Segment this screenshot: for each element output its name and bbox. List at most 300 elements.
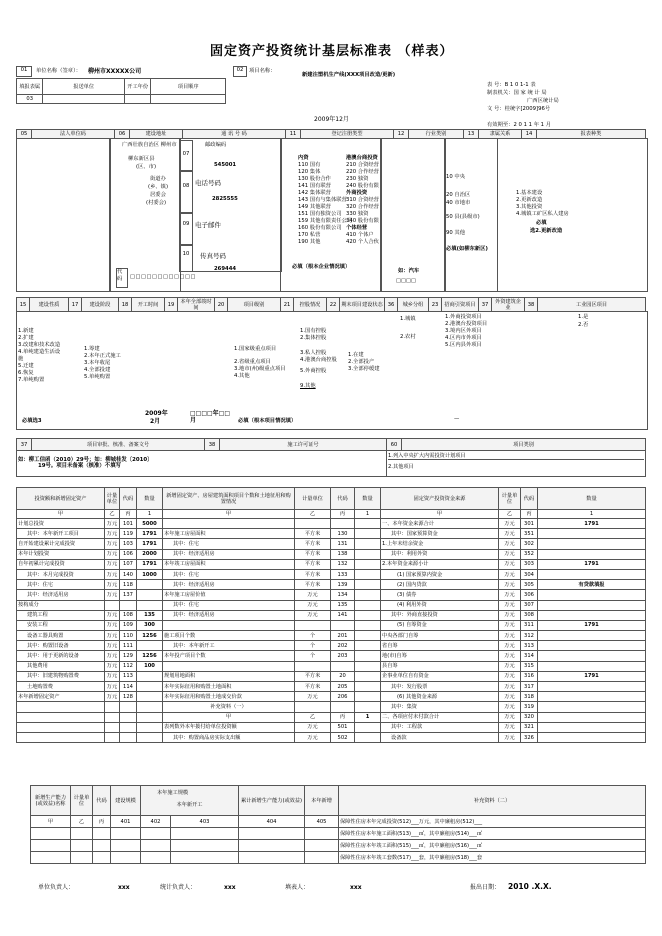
project-name-label: 项目名称： [249,68,276,74]
table-cell: 本年投产项目个数 [163,651,295,661]
code-22: 22 [327,298,340,312]
invest-option[interactable]: 4.区内市外项目 [445,335,482,341]
table-cell[interactable] [355,590,381,600]
supp-line[interactable]: 保障性住房本年完成投资(512)___万元，其中廉租房(512)___ [339,816,646,828]
cap-code-404: 404 [239,816,305,828]
table-cell[interactable]: 1791 [538,519,646,529]
table-cell: 万元 [499,519,521,529]
fill-unit: 报送单位 [43,79,125,95]
table-cell: 本年新增固定资产 [17,692,105,702]
project-level-label: 项目级别 [228,298,281,312]
table-cell [120,600,137,610]
table-cell: (2) 国内贷款 [381,580,499,590]
affil-county[interactable]: 50 县(县级市) [446,214,480,220]
report-type-3[interactable]: 3.其他投资 [516,204,543,210]
reg-item[interactable]: 210 合资经营 [346,162,379,168]
affil-central[interactable]: 10 中央 [446,174,466,180]
reg-item[interactable]: 310 合资经营 [346,197,379,203]
reg-item[interactable]: 143 国有与集体联营 [298,197,347,203]
table-cell[interactable] [355,549,381,559]
table-cell: 133 [331,569,355,579]
report-date-label: 报出日期： [470,884,501,891]
table-cell[interactable]: 1791 [538,559,646,569]
supp-line[interactable]: 保障性住房本年施工面积(513)___㎡，其中廉租房(514)___㎡ [339,828,646,840]
col-header: 计量单位 [295,488,331,510]
table-cell[interactable] [538,539,646,549]
table-cell[interactable]: 5000 [137,519,163,529]
table-row [17,539,646,549]
subhdr-cell: 甲 [17,510,105,519]
col-header: 计量单位 [105,488,120,510]
nature-option[interactable]: 5.迁建 [18,363,34,369]
table-cell[interactable] [355,661,381,671]
table-cell: 平方米 [295,682,331,692]
table-cell[interactable]: 1256 [137,631,163,641]
code-23: 23 [429,298,442,312]
code-20: 20 [215,298,228,312]
stage-option[interactable]: 5.单纯购置 [84,374,111,380]
table-cell: 502 [331,732,355,742]
table-row [17,712,646,722]
cap-header-cumulative: 累计新增生产能力(或效益) [239,786,305,816]
subhdr-cell: 1 [355,510,381,519]
table-cell[interactable] [137,692,163,702]
addr-street[interactable]: 街道办 [150,176,166,182]
col-header: 数量 [137,488,163,510]
addr-village[interactable]: 居委会 [150,192,166,198]
reg-item[interactable]: 220 合作经营 [346,169,379,175]
holding-option[interactable]: 4.港澳台商控股 [300,357,337,363]
supp-line[interactable]: 保障性住房本年竣工套数(517)___套，其中廉租房(518)___套 [339,852,646,864]
unit-name-value[interactable]: 柳州市XXXXX公司 [88,68,142,75]
table-row [17,559,646,569]
table-cell[interactable] [538,651,646,661]
table-cell[interactable] [137,641,163,651]
table-cell[interactable] [355,631,381,641]
table-row [17,671,646,681]
category-option-2[interactable]: 2.其他项目 [388,464,414,470]
table-cell[interactable] [355,732,381,742]
contact-cell [179,138,282,272]
table-cell: 1.上年末结余资金 [381,539,499,549]
supp-line[interactable]: 保障性住房本年竣工面积(515)___㎡，其中廉租房(516)___㎡ [339,840,646,852]
level-note: 必填（根本项目情况填） [238,418,297,424]
zip-label: 邮政编码 [205,142,227,148]
invest-option[interactable]: 1.外商投资项目 [445,314,482,320]
fax-label: 传真号码 [200,252,226,260]
table-cell: 128 [120,692,137,702]
holding-option[interactable]: 1.国有控股 [300,328,327,334]
approval-table [16,438,646,477]
table-cell[interactable] [137,702,163,712]
code-label: 代码 [117,269,123,282]
table-cell[interactable] [538,600,646,610]
reg-item[interactable]: 230 独资 [346,176,369,182]
urban-option-2[interactable]: 2.农村 [400,334,416,340]
start-month[interactable]: 2月 [150,418,161,425]
table-cell[interactable] [355,610,381,620]
code-06: 06 [115,130,130,139]
table-row [17,590,646,600]
table-cell[interactable] [538,732,646,742]
table-cell[interactable]: 1 [355,712,381,722]
table-cell: 139 [331,580,355,590]
level-option[interactable]: 3.地市(州)级重点项目 [234,366,286,372]
table-cell[interactable]: 300 [137,620,163,630]
stage-option[interactable]: 3.本年收尾 [84,360,111,366]
zip-value[interactable]: 545001 [214,162,237,168]
table-cell[interactable] [355,702,381,712]
report-type-1[interactable]: 1.基本建设 [516,190,543,196]
table-cell[interactable] [538,661,646,671]
phone-value[interactable]: 2825555 [212,196,238,202]
cap-header-new: 本年新增 [305,786,339,816]
table-cell[interactable] [137,712,163,722]
table-cell[interactable] [355,539,381,549]
table-cell: 平方米 [295,539,331,549]
field-01-box [16,66,32,77]
level-option[interactable]: 2.省级重点项目 [234,359,271,365]
report-type-2[interactable]: 2.更新改造 [516,197,543,203]
table-cell [331,519,355,529]
reg-item[interactable]: 410 个体户 [346,232,374,238]
table-cell: 万元 [499,549,521,559]
table-cell[interactable]: 1791 [137,539,163,549]
start-year-label: 开工年份 [124,79,150,95]
table-cell[interactable] [538,722,646,732]
stage-option[interactable]: 4.全部投建 [84,367,111,373]
reg-item[interactable]: 330 独资 [346,211,369,217]
table-cell [295,661,331,671]
table-cell: 万元 [499,661,521,671]
table-cell[interactable] [538,702,646,712]
table-cell[interactable] [137,722,163,732]
table-cell[interactable]: 2000 [137,549,163,559]
table-cell: 本年计划投资 [17,549,105,559]
affil-note: 必填(如柳东新区) [446,246,488,252]
affil-region[interactable]: 20 自治区 [446,192,471,198]
table-cell: 352 [521,549,538,559]
table-cell[interactable] [355,682,381,692]
table-cell: 中央各部门自筹 [381,631,499,641]
fax-value[interactable]: 269444 [214,266,237,272]
table-cell: 其中：经济适用房 [163,610,295,620]
code-05: 05 [17,130,32,139]
table-cell: 其中：住宅 [163,539,295,549]
table-cell[interactable] [355,641,381,651]
table-cell: 其中：购置商品房实际支出额 [163,732,295,742]
reg-item[interactable]: 151 国有独资公司 [298,211,342,217]
table-cell: 个 [295,631,331,641]
table-cell: (1) 国家预算内资金 [381,569,499,579]
industry-label: 行业类别 [409,130,464,139]
urban-option-1[interactable]: 1.城镇 [400,316,416,322]
nature-option[interactable]: 6.恢复 [18,370,34,376]
code-boxes[interactable]: □□□□□□□□□□□□ [130,274,197,280]
issuer: 制表机关：国 家 统 计 局 [487,90,547,96]
reg-item[interactable]: 130 股份合作 [298,176,331,182]
table-cell[interactable] [355,651,381,661]
table-cell: 118 [120,580,137,590]
table-cell: 其中：利用外资 [381,549,499,559]
park-option-1[interactable]: 1.是 [578,314,589,320]
table-cell: 自开始建设累计完成投资 [17,539,105,549]
table-cell: 自年初累计完成投资 [17,559,105,569]
report-type-label: 报表种类 [537,130,646,139]
table-cell: 其中：购置旧设备 [17,641,105,651]
table-cell: 111 [120,641,137,651]
col-header: 代码 [521,488,538,510]
subhdr-cell: 乙 [499,510,521,519]
park-option-2[interactable]: 2.否 [578,322,589,328]
table-cell[interactable]: 1791 [137,559,163,569]
table-cell: 302 [521,539,538,549]
table-cell: 万元 [105,651,120,661]
subhdr-cell: 甲 [381,510,499,519]
addr-district[interactable]: 柳东新区县 [128,156,155,162]
industry-value[interactable]: 如：汽车 [398,268,420,274]
table-cell[interactable]: 有贷款填报 [538,580,646,590]
level-option[interactable]: 1.国家级重点项目 [234,346,277,352]
table-cell: 135 [331,600,355,610]
reg-item[interactable]: 240 股份有限 [346,183,379,189]
nature-option[interactable]: 7.单纯购置 [18,377,45,383]
build-nature-list [18,328,62,384]
table-cell: 205 [331,682,355,692]
table-cell: 丙 [331,712,355,722]
table-cell: 其中：经济适用房 [163,580,295,590]
table-cell [331,620,355,630]
table-cell: 万元 [295,590,331,600]
stat-head-value[interactable]: xxx [224,884,236,891]
table-cell: 按构成分 [17,600,105,610]
affil-other[interactable]: 90 其他 [446,230,466,236]
affiliation-label: 隶属关系 [479,130,522,139]
nature-option[interactable]: 3.改建和技术改造 [18,342,61,348]
invest-list [445,314,489,349]
reg-item[interactable]: 142 集体联营 [298,190,331,196]
unit-head-label: 单位负责人： [38,884,75,891]
field-01-code: 01 [20,67,28,73]
table-cell[interactable]: 1791 [538,671,646,681]
table-cell: 补充资料（一） [163,702,295,712]
status-option[interactable]: 3.全部停缓建 [348,366,380,372]
table-cell[interactable] [538,692,646,702]
fill-table-label: 填报表属 [17,79,43,95]
reg-item[interactable]: 149 其他联营 [298,204,331,210]
table-cell [295,620,331,630]
table-cell [120,732,137,742]
start-year[interactable]: 2009年 [145,410,168,417]
table-cell: 企事业单位自有资金 [381,671,499,681]
filler-value[interactable]: xxx [350,884,362,891]
table-cell[interactable] [538,529,646,539]
table-cell[interactable] [137,682,163,692]
table-cell [105,712,120,722]
reg-item[interactable]: 120 集体 [298,169,321,175]
table-cell: 建筑工程 [17,610,105,620]
reg-item[interactable]: 190 其他 [298,239,321,245]
holding-option[interactable]: 3.私人控股 [300,350,327,356]
industry-boxes[interactable]: □□□□ [396,278,417,284]
table-cell[interactable] [538,610,646,620]
table-cell[interactable] [355,580,381,590]
table-cell: 施工项目个数 [163,631,295,641]
invest-option[interactable]: 5.区内县外项目 [445,342,482,348]
build-stage-label: 建设阶段 [82,298,119,312]
start-time-label: 开工时间 [132,298,165,312]
nature-option[interactable]: 1.新建 [18,328,34,334]
table-cell: 2.本年资金来源小计 [381,559,499,569]
table-cell[interactable] [538,569,646,579]
table-cell[interactable]: 135 [137,610,163,620]
table-cell[interactable] [538,590,646,600]
col-header: 投资额和新增固定资产 [17,488,105,510]
nature-option[interactable]: 4.单纯建造生活设施 [18,349,61,362]
table-cell[interactable] [355,519,381,529]
table-cell[interactable] [355,559,381,569]
unit-head-value[interactable]: xxx [118,884,130,891]
table-row [17,682,646,692]
table-cell[interactable]: 1000 [137,569,163,579]
permit-label: 施工许可证号 [220,439,387,451]
table-cell[interactable] [538,641,646,651]
field-02-box [233,66,247,77]
cap-header-new-start: 本年新开工 [176,802,203,808]
table-cell[interactable] [538,549,646,559]
table-cell: 301 [521,519,538,529]
legal-unit-cell[interactable] [16,138,111,292]
table-cell: 137 [120,590,137,600]
table-cell: 本年实际征用和购置土地面积 [163,682,295,692]
table-cell: 土地购置费 [17,682,105,692]
table-cell: 134 [331,590,355,600]
table-cell[interactable] [538,682,646,692]
cap-yi: 乙 [71,816,93,828]
code-19: 19 [165,298,178,312]
table-cell[interactable] [355,600,381,610]
table-cell: 317 [521,682,538,692]
table-cell [105,732,120,742]
table-cell: 万元 [499,539,521,549]
table-cell: 201 [331,631,355,641]
table-row [17,641,646,651]
table-cell: (4) 利用外资 [381,600,499,610]
stage-option[interactable]: 2.本年正式施工 [84,353,121,359]
reg-item[interactable]: 159 其他有限责任公司 [298,218,353,224]
reg-item[interactable]: 170 私营 [298,232,321,238]
table-cell[interactable]: 1791 [538,620,646,630]
table-cell[interactable] [355,722,381,732]
table-cell: 万元 [295,722,331,732]
holding-list [300,328,337,390]
table-cell [331,702,355,712]
approval-value-cell[interactable] [17,451,387,477]
table-cell: 万元 [499,692,521,702]
table-cell: 万元 [499,712,521,722]
table-cell: 319 [521,702,538,712]
col-header: 数量 [538,488,646,510]
table-cell[interactable] [137,580,163,590]
table-cell[interactable] [355,529,381,539]
report-type-4[interactable]: 4.城镇工矿区私人建房 [516,211,569,217]
reg-item[interactable]: 141 国有联营 [298,183,331,189]
table-cell: 其中：发行股票 [381,682,499,692]
table-cell[interactable] [355,569,381,579]
addr-region: 广西壮族自治区 柳州市 [122,142,177,148]
table-cell: 万元 [499,600,521,610]
invest-option[interactable]: 3.境内区外项目 [445,328,482,334]
reg-item[interactable]: 160 股份有限公司 [298,225,342,231]
table-cell: 本年施工房屋价值 [163,590,295,600]
reg-item[interactable]: 320 合作经营 [346,204,379,210]
table-cell[interactable] [538,631,646,641]
table-cell[interactable] [355,692,381,702]
table-cell: 306 [521,590,538,600]
invest-option[interactable]: 2.港澳台投资项目 [445,321,488,327]
table-cell[interactable] [137,600,163,610]
table-cell[interactable] [137,590,163,600]
reg-item: 个体经营 [346,225,368,231]
end-time-boxes[interactable]: □□□□年□□月 [190,410,231,424]
table-cell: 县自筹 [381,661,499,671]
table-cell[interactable] [538,712,646,722]
category-option-1[interactable]: 1.列入中央扩大内需投资计划项目 [388,453,644,460]
table-number: 表 号：B 1 0 1-1 表 [487,82,536,88]
table-cell[interactable] [137,671,163,681]
affil-city[interactable]: 40 市地市 [446,200,471,206]
nature-option[interactable]: 2.扩建 [18,335,34,341]
cap-header-name: 新增生产能力(或效益)名称 [31,786,71,816]
project-name-value[interactable]: 新建注塑机生产线(XXX项目改造/更新) [302,72,396,78]
holding-option[interactable]: 2.集体控股 [300,335,327,341]
code-36: 36 [385,298,398,312]
table-cell[interactable] [355,620,381,630]
report-date-value[interactable]: 2010 .X.X. [508,882,552,891]
holding-option[interactable]: 9.其他 [300,383,316,389]
table-cell: 其中：住宅 [17,580,105,590]
table-cell: 万元 [295,732,331,742]
table-cell[interactable]: 1256 [137,651,163,661]
table-cell: 万元 [105,559,120,569]
holding-option[interactable]: 5.外商控股 [300,368,327,374]
table-cell: 308 [521,610,538,620]
col-header: 代码 [120,488,137,510]
table-cell: 107 [120,559,137,569]
table-cell: 其中：经济适用房 [17,590,105,600]
subhdr-cell: 乙 [295,510,331,519]
table-cell: 万元 [499,620,521,630]
table-cell[interactable]: 100 [137,661,163,671]
table-cell: 省自筹 [381,641,499,651]
cap-header-construction-label: 本年施工规模 [156,790,189,796]
reg-item[interactable]: 110 国有 [298,162,321,168]
table-cell[interactable] [137,732,163,742]
status-option[interactable]: 2.全部投产 [348,359,375,365]
reg-item[interactable]: 340 股份有限 [346,218,379,224]
addr-village-2: (村委会) [146,200,167,206]
table-cell [105,702,120,712]
stage-option[interactable]: 1.筹建 [84,346,100,352]
table-cell[interactable]: 1791 [137,529,163,539]
reg-item[interactable]: 420 个人合伙 [346,239,379,245]
level-option[interactable]: 4.其他 [234,373,250,379]
status-option[interactable]: 1.在建 [348,352,364,358]
table-cell[interactable] [355,671,381,681]
table-cell: 万元 [499,732,521,742]
code-08-box [179,170,193,214]
table-cell: 表列数外本年拨付给单位投资额 [163,722,295,732]
